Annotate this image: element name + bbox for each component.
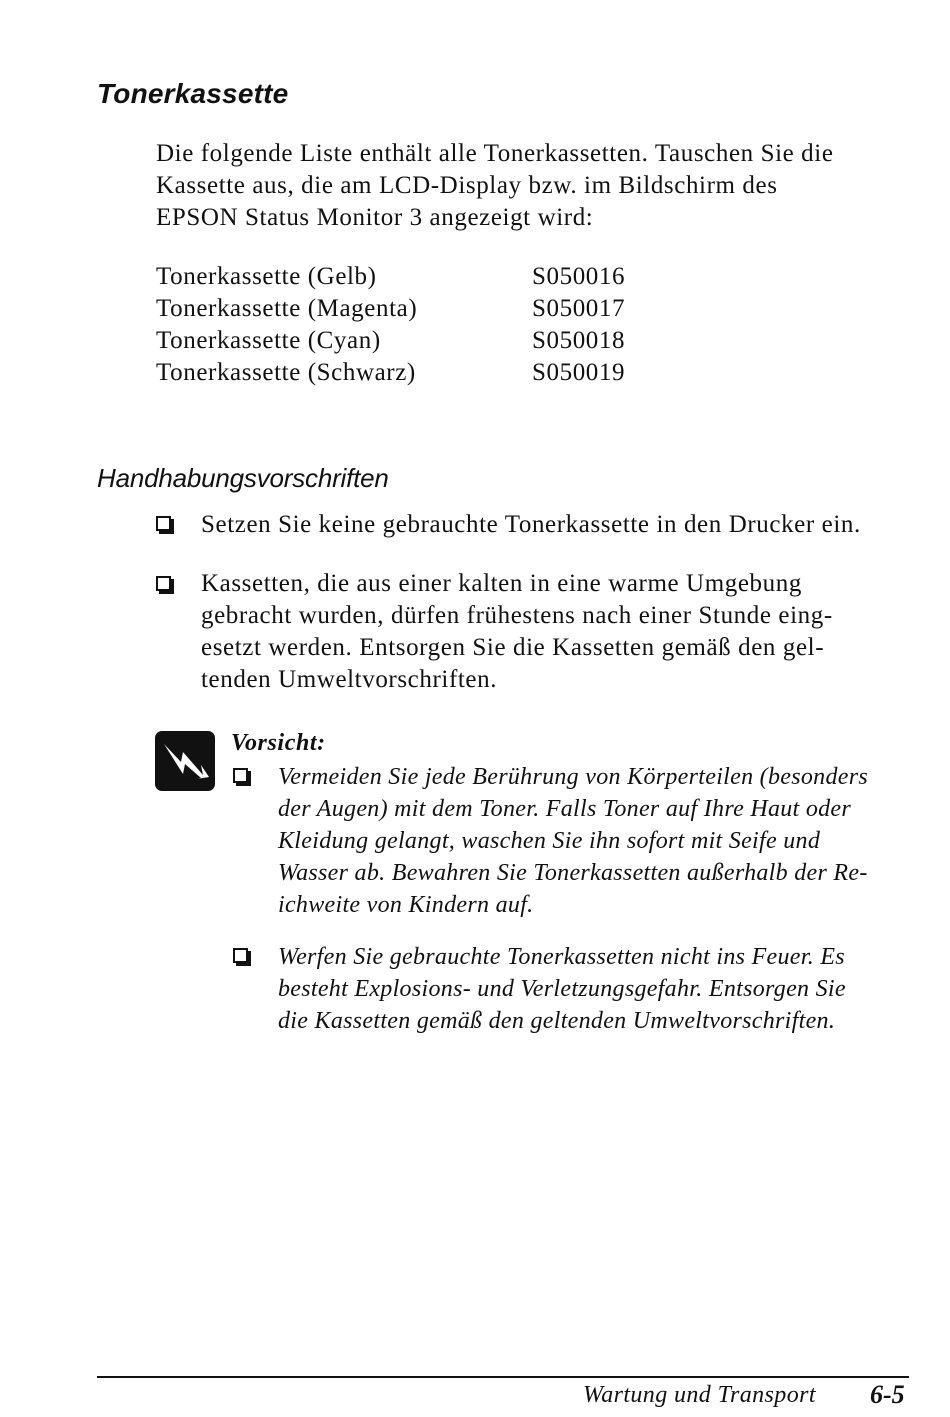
page-number: 6-5 bbox=[870, 1380, 905, 1409]
checkbox-bullet-icon bbox=[156, 516, 171, 531]
warning-lightning-icon bbox=[155, 731, 215, 791]
caution-item-line: ichweite von Kindern auf. bbox=[278, 892, 534, 918]
section-heading: Tonerkassette bbox=[97, 78, 289, 109]
intro-line: Kassette aus, die am LCD-Display bzw. im Bildschirm des bbox=[156, 172, 778, 199]
cartridge-code: S050016 bbox=[532, 263, 626, 290]
checkbox-bullet-icon bbox=[233, 768, 248, 783]
list-item-line: tenden Umweltvorschriften. bbox=[201, 666, 498, 693]
caution-title: Vorsicht: bbox=[231, 730, 326, 756]
cartridge-name: Tonerkassette (Schwarz) bbox=[156, 359, 416, 386]
caution-item-line: besteht Explosions- und Verletzungsgefahr. Entsorgen Sie bbox=[278, 976, 846, 1002]
caution-item-line: Vermeiden Sie jede Berührung von Körperteilen (besonders bbox=[278, 764, 868, 790]
caution-item-line: der Augen) mit dem Toner. Falls Toner auf Ihre Haut oder bbox=[278, 796, 852, 822]
checkbox-bullet-icon bbox=[233, 948, 248, 963]
cartridge-code: S050017 bbox=[532, 295, 626, 322]
cartridge-name: Tonerkassette (Gelb) bbox=[156, 263, 377, 290]
caution-item-line: Wasser ab. Bewahren Sie Tonerkassetten außerhalb der Re- bbox=[278, 860, 868, 886]
cartridge-name: Tonerkassette (Magenta) bbox=[156, 295, 418, 322]
cartridge-code: S050019 bbox=[532, 359, 626, 386]
cartridge-name: Tonerkassette (Cyan) bbox=[156, 327, 381, 354]
list-item-line: Setzen Sie keine gebrauchte Tonerkassette in den Drucker ein. bbox=[201, 511, 861, 538]
intro-paragraph bbox=[156, 138, 916, 234]
caution-item-line: Werfen Sie gebrauchte Tonerkassetten nicht ins Feuer. Es bbox=[278, 944, 845, 970]
subsection-heading: Handhabungsvorschriften bbox=[97, 463, 389, 493]
list-item-line: esetzt werden. Entsorgen Sie die Kassetten gemäß den gel- bbox=[201, 634, 825, 661]
intro-line: Die folgende Liste enthält alle Tonerkassetten. Tauschen Sie die bbox=[156, 140, 834, 167]
checkbox-bullet-icon bbox=[156, 576, 171, 591]
cartridge-code: S050018 bbox=[532, 327, 626, 354]
footer-section-title: Wartung und Transport bbox=[583, 1382, 816, 1408]
caution-item-line: Kleidung gelangt, waschen Sie ihn sofort mit Seife und bbox=[278, 828, 821, 854]
footer-divider bbox=[97, 1376, 909, 1378]
list-item-line: Kassetten, die aus einer kalten in eine warme Umgebung bbox=[201, 570, 802, 597]
caution-item-line: die Kassetten gemäß den geltenden Umweltvorschriften. bbox=[278, 1008, 836, 1034]
intro-line: EPSON Status Monitor 3 angezeigt wird: bbox=[156, 204, 594, 231]
list-item-line: gebracht wurden, dürfen frühestens nach einer Stunde eing- bbox=[201, 602, 833, 629]
